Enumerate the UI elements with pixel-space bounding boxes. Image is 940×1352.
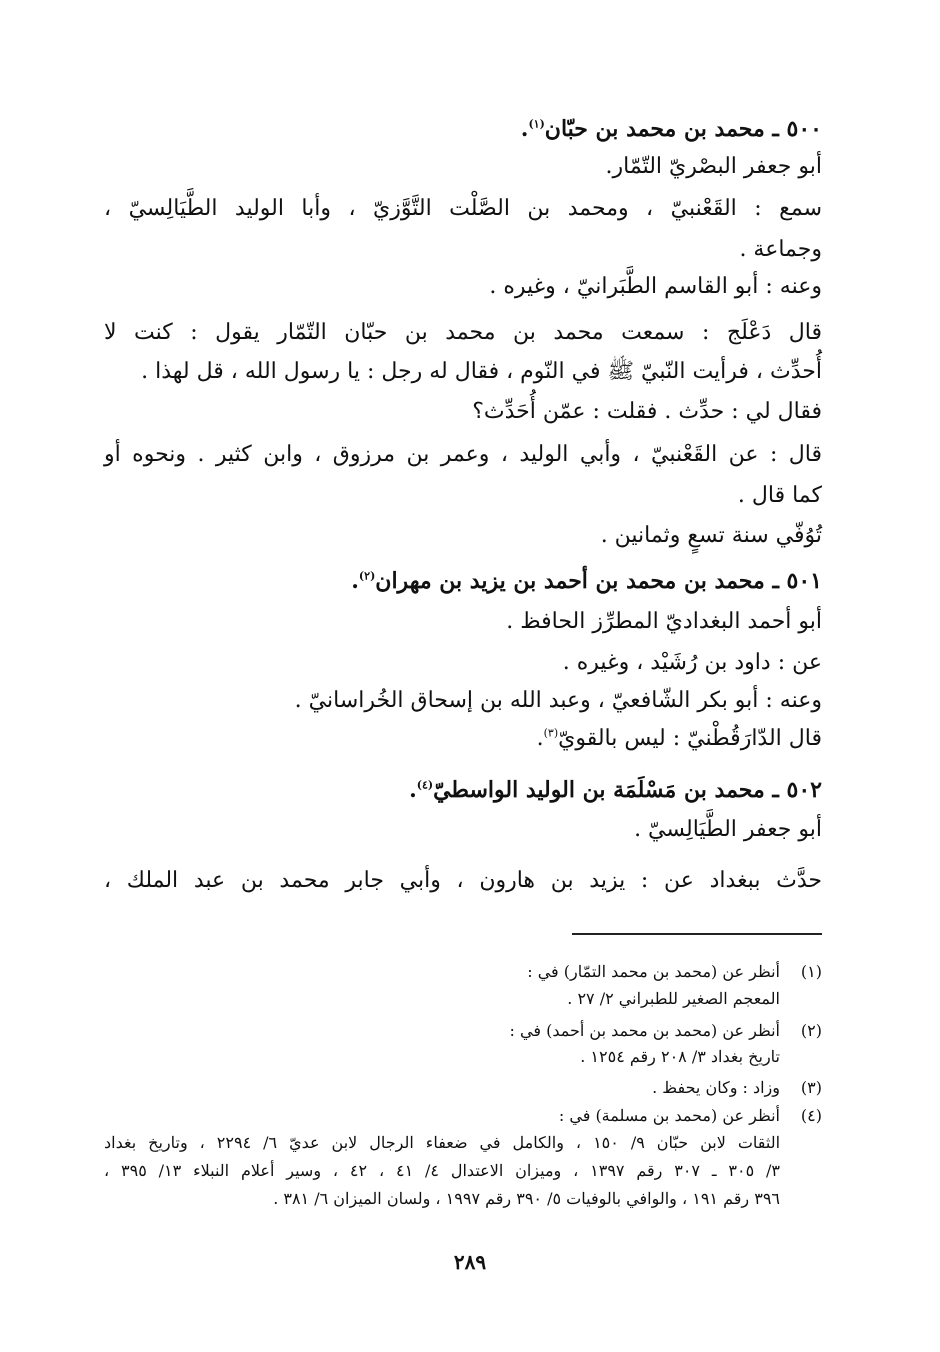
footnote-ref: (١) <box>528 117 545 131</box>
footnote-ref: (٢) <box>358 569 376 583</box>
entry-500-line: أبو جعفر البصْريّ التّمّار. <box>605 154 822 179</box>
footnote-number: (٢) <box>800 1021 822 1040</box>
entry-500-line: فقال لي : حدِّث . فقلت : عمّن أُحَدِّث؟ <box>472 399 822 424</box>
footnote-number: (٤) <box>800 1106 822 1125</box>
entry-500-line: سمع : القَعْنبيّ ، ومحمد بن الصَّلْت التَّوَّزيّ ، وأبا الوليد الطَّيَالِسيّ ، <box>104 196 822 221</box>
entry-502-heading: ٥٠٢ ـ محمد بن مَسْلَمَة بن الوليد الواسطيّ$^{(٤)}$. <box>409 777 822 803</box>
entry-502-line: أبو جعفر الطَّيَالِسيّ . <box>634 817 822 842</box>
footnote-number: (٣) <box>800 1078 822 1097</box>
footnote-text: المعجم الصغير للطبراني ٢/ ٢٧ . <box>567 989 780 1008</box>
entry-501-line: عن : داود بن رُشَيْد ، وغيره . <box>562 650 822 675</box>
page-number: ٢٨٩ <box>453 1250 487 1274</box>
footnote-ref: (٣) <box>543 726 559 740</box>
footnote-ref: (٤) <box>416 778 434 792</box>
footnote-number: (١) <box>800 962 822 981</box>
entry-500-line: كما قال . <box>737 483 822 508</box>
entry-500-line: وجماعة . <box>739 237 822 262</box>
footnote-text: ٣٩٦ رقم ١٩١ ، والوافي بالوفيات ٥/ ٣٩٠ رقم ١٩٩٧ ، ولسان الميزان ٦/ ٣٨١ . <box>273 1189 780 1208</box>
entry-501-heading: ٥٠١ ـ محمد بن محمد بن أحمد بن يزيد بن مهران$^{(٢)}$. <box>351 568 822 594</box>
footnote-text: الثقات لابن حبّان ٩/ ١٥٠ ، والكامل في ضعفاء الرجال لابن عديّ ٦/ ٢٢٩٤ ، وتاريخ بغداد <box>104 1133 781 1152</box>
entry-500-line: تُوُفّي سنة تسعٍ وثمانين . <box>600 523 822 548</box>
footnote-text: وزاد : وكان يحفظ . <box>652 1078 780 1097</box>
footnote-text: ٣/ ٣٠٥ ـ ٣٠٧ رقم ١٣٩٧ ، وميزان الاعتدال ٤/ ٤١ ، ٤٢ ، وسير أعلام النبلاء ١٣/ ٣٩٥ ، <box>104 1161 781 1180</box>
footnote-text: أنظر عن (محمد بن محمد التمّار) في : <box>527 962 780 981</box>
entry-500-line: أُحدِّث ، فرأيت النّبيّ ﷺ في النّوم ، فقال له رجل : يا رسول الله ، قل لهذا . <box>141 359 822 384</box>
footnote-divider <box>572 933 822 935</box>
entry-500-heading: ٥٠٠ ـ محمد بن محمد بن حبّان$^{(١)}$. <box>520 116 822 142</box>
entry-500-line: قال دَعْلَج : سمعت محمد بن محمد بن حبّان التّمّار يقول : كنت لا <box>104 320 822 345</box>
entry-501-line: أبو أحمد البغداديّ المطرِّز الحافظ . <box>506 609 822 634</box>
footnote-text: أنظر عن (محمد بن مسلمة) في : <box>558 1106 780 1125</box>
entry-501-line: قال الدّارَقُطْنيّ : ليس بالقويّ$^{(٣)}$. <box>536 726 822 751</box>
footnote-text: أنظر عن (محمد بن محمد بن أحمد) في : <box>509 1021 780 1040</box>
entry-502-line: حدَّث ببغداد عن : يزيد بن هارون ، وأبي جابر محمد بن عبد الملك ، <box>104 868 822 893</box>
entry-501-line: وعنه : أبو بكر الشّافعيّ ، وعبد الله بن إسحاق الخُراسانيّ . <box>294 688 822 713</box>
entry-500-line: قال : عن القَعْنبيّ ، وأبي الوليد ، وعمر بن مرزوق ، وابن كثير . ونحوه أو <box>104 442 822 467</box>
entry-500-line: وعنه : أبو القاسم الطَّبَرانيّ ، وغيره . <box>489 274 822 299</box>
footnote-text: تاريخ بغداد ٣/ ٢٠٨ رقم ١٢٥٤ . <box>580 1047 780 1066</box>
